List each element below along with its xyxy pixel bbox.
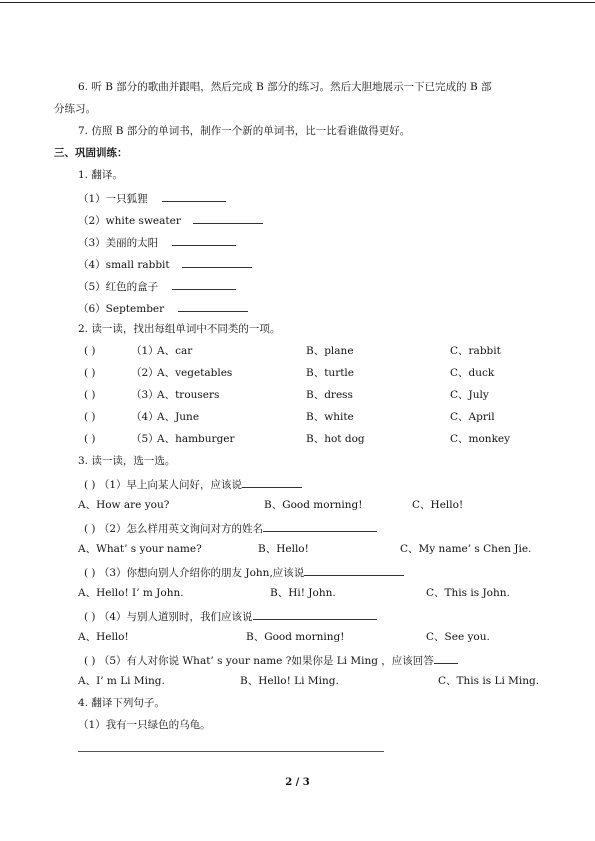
q2-row-3-option-c[interactable]: C、July (450, 389, 489, 401)
header-rule (0, 2, 595, 3)
q3-item-5-question (84, 652, 458, 668)
q3-item-1-question (84, 476, 302, 492)
q3-bracket[interactable]: ( ) (84, 523, 96, 535)
answer-blank[interactable] (253, 608, 377, 620)
answer-blank[interactable] (193, 212, 263, 224)
q3-item-2-option-b[interactable]: B、Hello! (258, 543, 309, 555)
q1-item-text: （4）small rabbit (78, 259, 170, 271)
q2-bracket[interactable]: ( ) (84, 411, 96, 423)
q1-item-text: （5）红色的盒子 (78, 281, 159, 293)
activity-7: 7. 仿照 B 部分的单词书，制作一个新的单词书，比一比看谁做得更好。 (78, 125, 411, 137)
q2-row-1-num: （1） (131, 345, 159, 357)
q3-question-text: （5）有人对你说 What’ s your name ?如果你是 Li Ming ，应该回答 (98, 655, 434, 667)
answer-blank[interactable] (178, 300, 248, 312)
q1-item-5 (78, 278, 236, 294)
q1-title: 1. 翻译。 (78, 169, 123, 181)
page-number: 2 / 3 (285, 777, 310, 788)
q1-item-1 (78, 190, 226, 206)
q3-item-2-option-c[interactable]: C、My name’ s Chen Jie. (400, 543, 532, 555)
q1-item-text: （6）September (78, 303, 165, 315)
q2-row-4-option-c[interactable]: C、April (450, 411, 495, 423)
q2-row-4-option-a[interactable]: A、June (157, 411, 200, 423)
section-3-title: 三、巩固训练： (54, 147, 128, 159)
q2-row-5-option-b[interactable]: B、hot dog (306, 433, 365, 445)
q3-item-5-option-a[interactable]: A、I’ m Li Ming. (78, 675, 165, 687)
activity-6-line-1: 6. 听 B 部分的歌曲并跟唱，然后完成 B 部分的练习。然后大胆地展示一下已完成的 B 部 (78, 81, 492, 93)
q4-item-1: （1）我有一只绿色的乌龟。 (78, 719, 211, 731)
answer-blank[interactable] (172, 278, 236, 290)
q2-row-5-option-a[interactable]: A、hamburger (157, 433, 235, 445)
q1-item-4 (78, 256, 252, 272)
q2-row-5-option-c[interactable]: C、monkey (450, 433, 511, 445)
q1-item-text: （2）white sweater (78, 215, 181, 227)
q2-bracket[interactable]: ( ) (84, 345, 96, 357)
q3-title: 3. 读一读，选一选。 (78, 455, 176, 467)
answer-blank[interactable] (434, 652, 458, 664)
q2-row-3-option-a[interactable]: A、trousers (157, 389, 220, 401)
q2-bracket[interactable]: ( ) (84, 389, 96, 401)
q3-item-4-option-c[interactable]: C、See you. (426, 631, 490, 643)
q2-row-2-option-b[interactable]: B、turtle (306, 367, 355, 379)
answer-blank[interactable] (242, 476, 302, 488)
q1-item-2 (78, 212, 263, 228)
answer-blank[interactable] (304, 564, 404, 576)
q3-item-5-option-c[interactable]: C、This is Li Ming. (438, 675, 540, 687)
q1-item-6 (78, 300, 248, 316)
q3-question-text: （4）与别人道别时，我们应该说 (98, 611, 253, 623)
q1-item-text: （3）美丽的太阳 (78, 237, 159, 249)
q3-item-1-option-b[interactable]: B、Good morning! (264, 499, 363, 511)
q2-row-2-num: （2） (131, 367, 159, 379)
q2-bracket[interactable]: ( ) (84, 433, 96, 445)
q2-row-1-option-a[interactable]: A、car (157, 345, 193, 357)
q2-title: 2. 读一读，找出每组单词中不同类的一项。 (78, 323, 281, 335)
q3-item-5-option-b[interactable]: B、Hello! Li Ming. (240, 675, 339, 687)
q3-bracket[interactable]: ( ) (84, 567, 96, 579)
q2-row-3-option-b[interactable]: B、dress (306, 389, 353, 401)
q3-bracket[interactable]: ( ) (84, 655, 96, 667)
q3-item-2-option-a[interactable]: A、What’ s your name? (78, 543, 202, 555)
q3-item-3-option-a[interactable]: A、Hello! I’ m John. (78, 587, 184, 599)
activity-6-line-2: 分练习。 (54, 103, 96, 115)
q3-question-text: （2）怎么样用英文询问对方的姓名 (98, 523, 264, 535)
q2-row-3-num: （3） (131, 389, 159, 401)
q4-answer-line[interactable] (78, 751, 384, 752)
q4-title: 4. 翻译下列句子。 (78, 697, 165, 709)
q3-item-1-option-c[interactable]: C、Hello! (412, 499, 464, 511)
q2-row-4-option-b[interactable]: B、white (306, 411, 354, 423)
answer-blank[interactable] (172, 234, 236, 246)
q3-item-4-option-b[interactable]: B、Good morning! (246, 631, 345, 643)
q2-row-1-option-b[interactable]: B、plane (306, 345, 354, 357)
q1-item-text: （1）一只狐狸 (78, 193, 148, 205)
q3-item-3-question (84, 564, 404, 580)
q3-item-2-question (84, 520, 377, 536)
q1-item-3 (78, 234, 236, 250)
q2-row-5-num: （5） (131, 433, 159, 445)
q3-question-text: （3）你想向别人介绍你的朋友 John,应该说 (98, 567, 305, 579)
answer-blank[interactable] (182, 256, 252, 268)
answer-blank[interactable] (263, 520, 377, 532)
q3-item-1-option-a[interactable]: A、How are you? (78, 499, 170, 511)
q3-item-4-question (84, 608, 377, 624)
q3-bracket[interactable]: ( ) (84, 611, 96, 623)
q3-bracket[interactable]: ( ) (84, 479, 96, 491)
q3-question-text: （1）早上向某人问好，应该说 (98, 479, 243, 491)
q3-item-3-option-b[interactable]: B、Hi! John. (270, 587, 336, 599)
q2-row-1-option-c[interactable]: C、rabbit (450, 345, 501, 357)
q3-item-3-option-c[interactable]: C、This is John. (426, 587, 510, 599)
q2-row-4-num: （4） (131, 411, 159, 423)
q2-row-2-option-c[interactable]: C、duck (450, 367, 495, 379)
q2-bracket[interactable]: ( ) (84, 367, 96, 379)
q3-item-4-option-a[interactable]: A、Hello! (78, 631, 129, 643)
q2-row-2-option-a[interactable]: A、vegetables (157, 367, 233, 379)
answer-blank[interactable] (162, 190, 226, 202)
